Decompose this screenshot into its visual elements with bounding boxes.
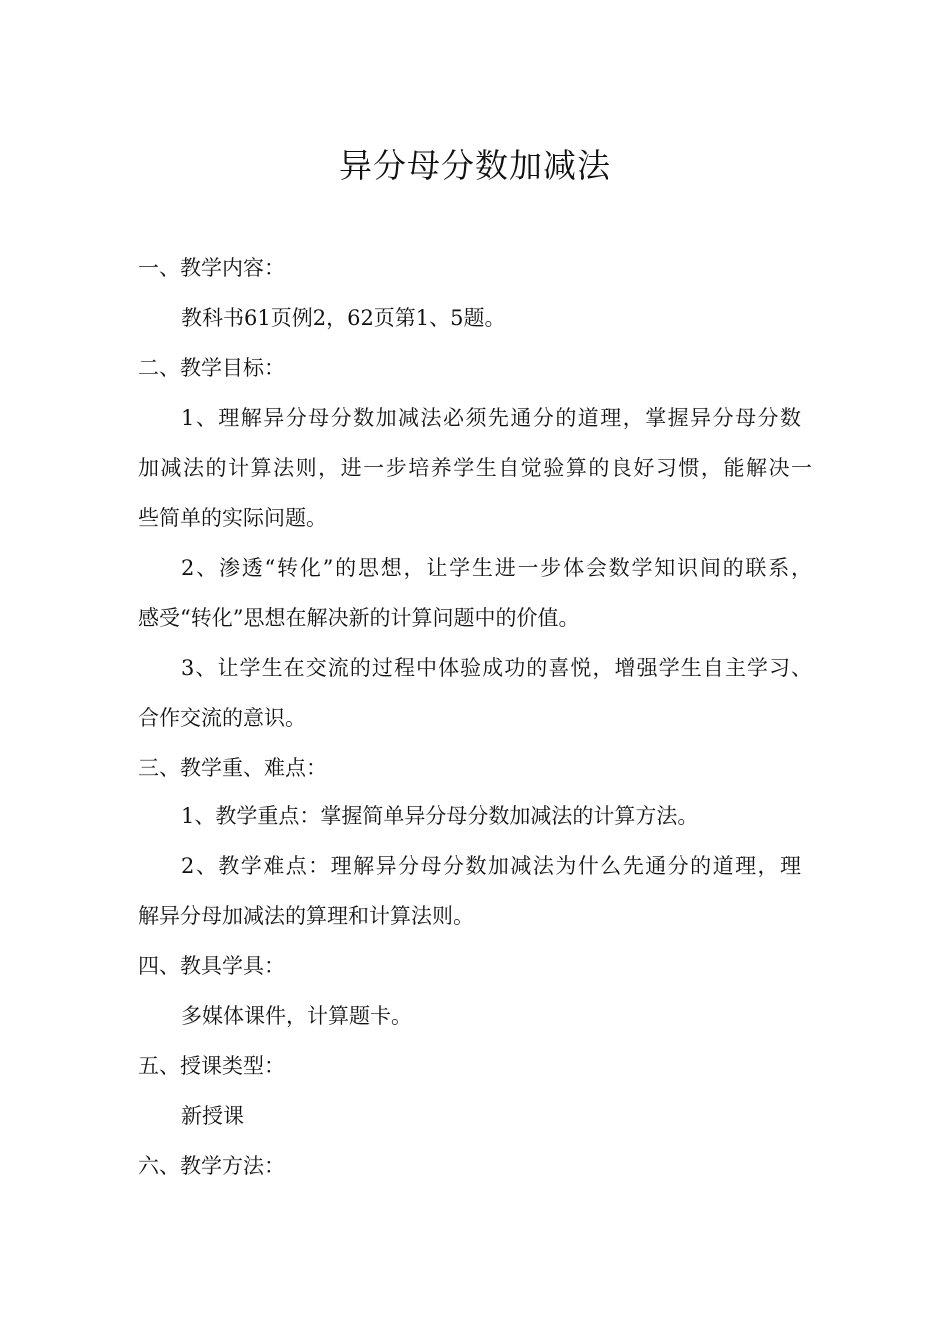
objective-2-line-2: 感受“转化”思想在解决新的计算问题中的价值。	[138, 606, 580, 630]
tools-text: 多媒体课件，计算题卡。	[181, 1004, 412, 1028]
document-title: 异分母分数加减法	[339, 146, 611, 185]
content-text: 教科书61页例2，62页第1、5题。	[181, 306, 506, 330]
key-point-2-line-1: 2、教学难点：理解异分母分数加减法为什么先通分的道理，理	[181, 854, 801, 878]
objective-3-line-2: 合作交流的意识。	[138, 706, 306, 730]
key-point-1: 1、教学重点：掌握简单异分母分数加减法的计算方法。	[181, 804, 699, 828]
objective-1-line-1: 1、理解异分母分数加减法必须先通分的道理，掌握异分母分数	[181, 406, 801, 430]
lesson-type-text: 新授课	[181, 1104, 244, 1128]
key-point-2-line-2: 解异分母加减法的算理和计算法则。	[138, 904, 474, 928]
section-heading-lesson-type: 五、授课类型：	[138, 1054, 285, 1078]
objective-1-line-2: 加减法的计算法则，进一步培养学生自觉验算的良好习惯，能解决一	[138, 456, 812, 480]
section-heading-key-points: 三、教学重、难点：	[138, 756, 327, 780]
objective-3-line-1: 3、让学生在交流的过程中体验成功的喜悦，增强学生自主学习、	[181, 656, 812, 680]
objective-2-line-1: 2、渗透“转化”的思想，让学生进一步体会数学知识间的联系，	[181, 556, 812, 580]
section-heading-content: 一、教学内容：	[138, 256, 285, 280]
section-heading-tools: 四、教具学具：	[138, 954, 285, 978]
objective-1-line-3: 些简单的实际问题。	[138, 506, 327, 530]
section-heading-methods: 六、教学方法：	[138, 1154, 285, 1178]
section-heading-objectives: 二、教学目标：	[138, 356, 285, 380]
